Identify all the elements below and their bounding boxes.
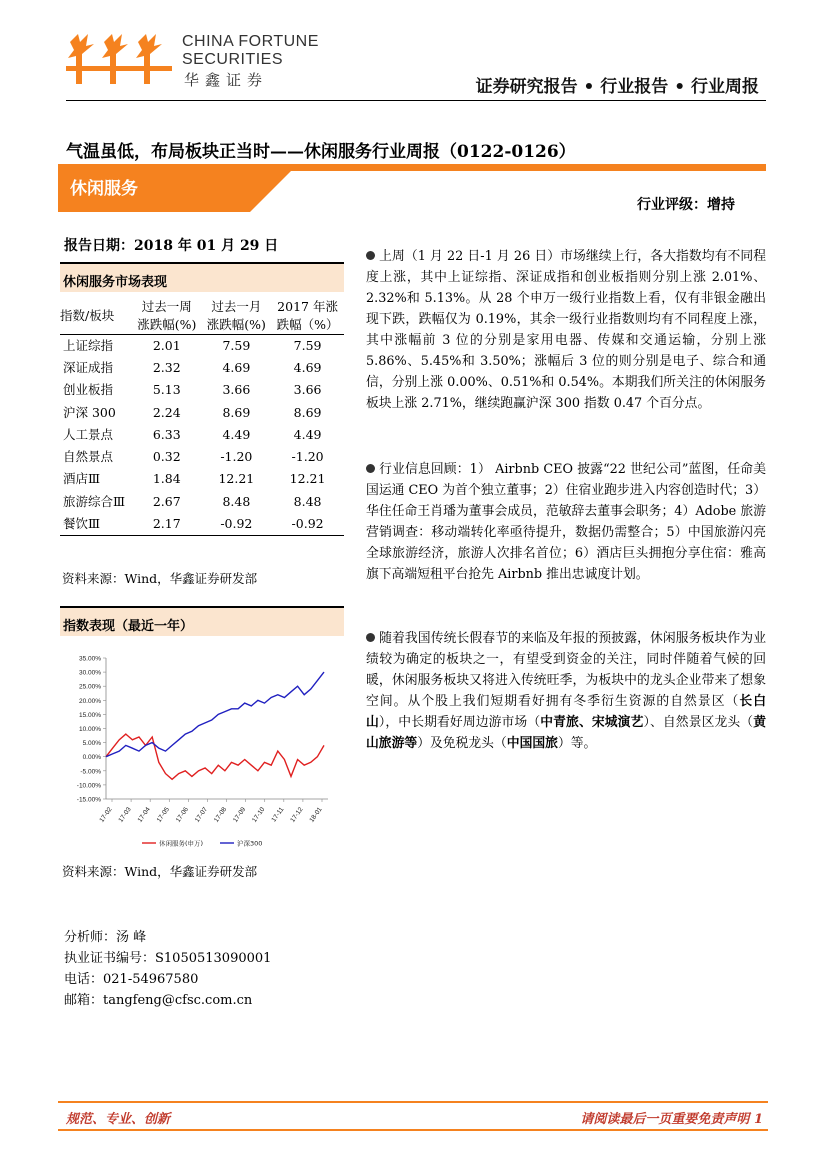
- company-logo: [66, 28, 174, 88]
- table-cell-year: -0.92: [291, 515, 324, 531]
- x-tick-label: 17-05: [155, 806, 171, 824]
- header-divider: [66, 100, 766, 101]
- table-cell-name: 沪深 300: [63, 404, 116, 420]
- x-tick-label: 17-11: [270, 806, 286, 824]
- x-tick-label: 17-06: [174, 806, 191, 824]
- stock-highlight: 中青旅、宋城演艺: [540, 715, 644, 730]
- logo-text-line2: SECURITIES: [182, 51, 284, 68]
- table-row: [60, 335, 344, 357]
- y-tick-label: 10.00%: [78, 726, 101, 733]
- column-header-year-line1: 2017 年涨: [277, 299, 338, 314]
- paragraph-industry-news: [366, 459, 766, 585]
- column-header-index: 指数/板块: [60, 308, 115, 323]
- table-row: [60, 446, 344, 468]
- y-tick-label: -10.00%: [76, 782, 101, 790]
- paragraph-text: ）、自然景区龙头（: [643, 715, 754, 730]
- table-cell-month: -1.20: [220, 449, 253, 465]
- table-cell-name: 人工景点: [63, 426, 114, 442]
- table-cell-week: 2.24: [152, 404, 181, 420]
- table-cell-year: 8.48: [293, 493, 322, 509]
- analyst-email[interactable]: 邮箱：tangfeng@cfsc.com.cn: [64, 993, 253, 1008]
- table-cell-name: 餐饮Ⅲ: [63, 515, 101, 531]
- stock-highlight: 中国国旅: [506, 736, 558, 751]
- table-row: [60, 379, 344, 401]
- report-title: 气温虽低，布局板块正当时——休闲服务行业周报（0122-0126）: [66, 142, 576, 162]
- paragraph-text: ），中长期看好周边游市场（: [378, 715, 541, 730]
- y-tick-label: -5.00%: [80, 768, 101, 776]
- y-tick-label: 0.00%: [82, 754, 101, 762]
- table-cell-month: -0.92: [220, 515, 253, 531]
- stock-highlight: 长白山: [366, 694, 767, 730]
- analyst-license: 执业证书编号：S1050513090001: [64, 951, 272, 966]
- y-tick-label: 30.00%: [78, 669, 101, 677]
- column-header-month-line1: 过去一月: [211, 299, 262, 314]
- column-header-year-line2: 跌幅（%）: [276, 317, 339, 332]
- analyst-phone: 电话：021-54967580: [64, 972, 199, 987]
- series-line-1: [106, 672, 324, 757]
- bullet-icon: [366, 251, 375, 260]
- index-line-chart: [60, 640, 344, 860]
- paragraph-text: ）等。: [557, 736, 597, 751]
- table-cell-month: 4.69: [222, 359, 251, 375]
- y-tick-label: -15.00%: [76, 796, 101, 804]
- y-tick-label: 5.00%: [82, 740, 101, 748]
- table-cell-name: 自然景点: [63, 449, 114, 465]
- table-cell-month: 3.66: [222, 382, 251, 398]
- table-row: [60, 401, 344, 423]
- table-cell-year: 3.66: [293, 382, 322, 398]
- x-tick-label: 17-02: [98, 806, 114, 824]
- table-cell-week: 5.13: [152, 382, 181, 398]
- table-cell-year: 12.21: [289, 471, 326, 487]
- table-cell-name: 深证成指: [63, 359, 114, 375]
- series-line-0: [106, 734, 324, 779]
- x-tick-label: 17-10: [251, 806, 267, 824]
- table-cell-month: 8.48: [222, 493, 251, 509]
- x-tick-label: 17-07: [193, 806, 210, 824]
- table-cell-month: 12.21: [218, 471, 255, 487]
- x-tick-label: 17-08: [212, 806, 229, 824]
- table-row: [60, 424, 344, 446]
- category-label: 休闲服务: [70, 179, 138, 199]
- y-tick-label: 20.00%: [78, 697, 101, 705]
- table-cell-year: 4.49: [293, 426, 322, 442]
- index-section-heading: 指数表现（最近一年）: [60, 606, 344, 636]
- table-row: [60, 491, 344, 513]
- table-cell-week: 2.01: [152, 337, 181, 353]
- table-cell-month: 7.59: [222, 337, 251, 353]
- table-cell-month: 4.49: [222, 426, 251, 442]
- industry-rating: 行业评级：增持: [637, 197, 735, 213]
- table-source: 资料来源：Wind，华鑫证券研发部: [62, 571, 258, 586]
- stock-highlight: 黄山旅游等: [366, 715, 767, 751]
- x-tick-label: 17-03: [117, 806, 133, 824]
- bullet-icon: [366, 633, 375, 642]
- table-cell-name: 创业板指: [63, 382, 114, 398]
- table-cell-week: 6.33: [152, 426, 181, 442]
- x-tick-label: 17-12: [289, 806, 305, 824]
- table-cell-week: 1.84: [152, 471, 181, 487]
- report-date: 报告日期：2018 年 01 月 29 日: [64, 238, 279, 254]
- chart-source: 资料来源：Wind，华鑫证券研发部: [62, 864, 258, 879]
- table-cell-week: 0.32: [152, 449, 181, 465]
- analyst-name: 分析师：汤 峰: [64, 930, 147, 945]
- table-cell-year: 4.69: [293, 359, 322, 375]
- paragraph-text: 随着我国传统长假春节的来临及年报的预披露，休闲服务板块作为业绩较为确定的板块之一，有望受到资金的关注，同时伴随着气候的回暖，休闲服务板块又将进入传统旺季，为板块中的龙头企业带来了想象空间。从个股上我们短期看好拥有冬季衍生资源的自然景区（: [366, 631, 766, 709]
- legend-label: 休闲服务(申万): [159, 839, 204, 848]
- market-table: [60, 298, 344, 536]
- paragraph-outlook: [366, 628, 766, 754]
- column-header-month-line2: 涨跌幅(%): [206, 317, 266, 332]
- market-section-heading: 休闲服务市场表现: [60, 262, 344, 292]
- table-row: [60, 513, 344, 535]
- paragraph-text: 行业信息回顾：1） Airbnb CEO 披露“22 世纪公司”蓝图，任命美国运通 CEO 为首个独立董事；2）住宿业跑步进入内容创造时代；3）华住任命王肖璠为董事会成员，范敏辞去董事会职务；4）Adobe 旅游营销调查：移动端转化率亟待提升，数据仍需整合；5）中国旅游闪亮全球旅游经济，旅游人次排名首位；6）酒店巨头拥抱分享住宿：雅高旗下高端短租平台抢先 Airbnb 推出忠诚度计划。: [366, 462, 766, 582]
- logo-text-line1: CHINA FORTUNE: [182, 33, 319, 50]
- bullet-icon: [366, 464, 375, 473]
- table-cell-year: 8.69: [293, 404, 322, 420]
- paragraph-text: ）及免税龙头（: [417, 736, 507, 751]
- table-row: [60, 357, 344, 379]
- x-tick-label: 18-01: [308, 806, 324, 824]
- table-cell-week: 2.67: [152, 493, 181, 509]
- table-cell-name: 旅游综合Ⅲ: [63, 493, 126, 509]
- logo-text-cn: 华鑫证券: [184, 71, 269, 89]
- table-cell-month: 8.69: [222, 404, 251, 420]
- y-tick-label: 25.00%: [78, 683, 101, 691]
- column-header-week-line1: 过去一周: [141, 299, 192, 314]
- legend-label: 沪深300: [237, 839, 263, 848]
- paragraph-text: 上周（1 月 22 日-1 月 26 日）市场继续上行，各大指数均有不同程度上涨，其中上证综指、深证成指和创业板指则分别上涨 2.01%、2.32%和 5.13%。从 28 个申万一级行业指数上看，仅有非银金融出现下跌，跌幅仅为 0.19%，其余一级行业指数则均有不同程度上涨，其中涨幅前 3 位的分别是家用电器、传媒和交通运输，分别上涨 5.86%、5.45%和 3.50%；涨幅后 3 位的则分别是电子、综合和通信，分别上涨 0.00%、0.51%和 0.54%。本期我们所关注的休闲服务板块上涨 2.71%，继续跑赢沪深 300 指数 0.47 个百分点。: [366, 249, 766, 411]
- table-cell-year: -1.20: [291, 449, 324, 465]
- report-type: 证券研究报告 • 行业报告 • 行业周报: [475, 77, 759, 97]
- table-cell-week: 2.32: [152, 359, 181, 375]
- column-header-week-line2: 涨跌幅(%): [137, 317, 197, 332]
- y-tick-label: 35.00%: [78, 655, 101, 663]
- x-tick-label: 17-09: [232, 806, 248, 824]
- table-row: [60, 468, 344, 490]
- table-cell-year: 7.59: [293, 337, 322, 353]
- x-tick-label: 17-04: [136, 806, 152, 824]
- paragraph-market-review: [366, 246, 766, 414]
- table-cell-name: 上证综指: [63, 337, 114, 353]
- table-cell-name: 酒店Ⅲ: [63, 471, 101, 487]
- table-cell-week: 2.17: [152, 515, 181, 531]
- y-tick-label: 15.00%: [78, 711, 101, 719]
- footer-slogan: 规范、专业、创新: [66, 1112, 171, 1127]
- footer-disclaimer-note: 请阅读最后一页重要免责声明 1: [580, 1112, 763, 1127]
